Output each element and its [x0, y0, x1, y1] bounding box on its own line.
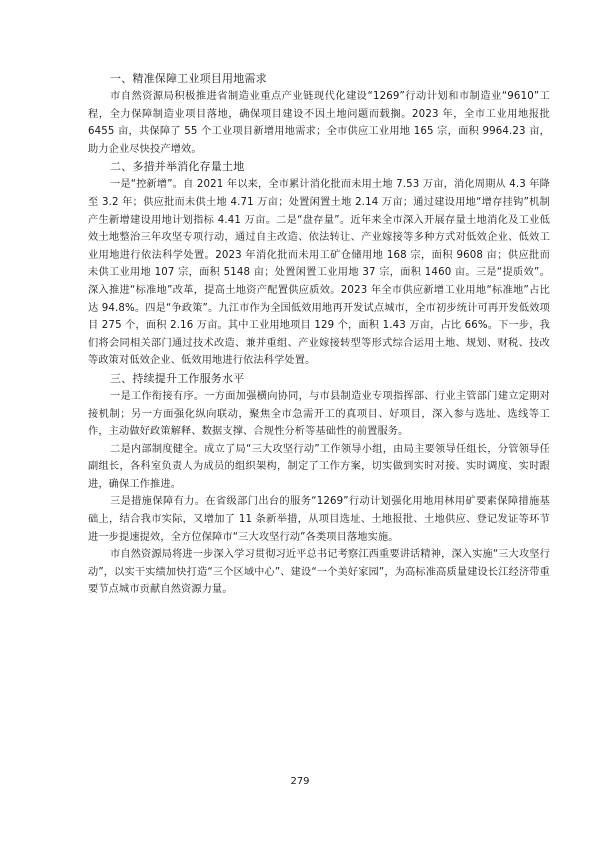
paragraph-2: 一是“控新增”。自 2021 年以来，全市累计消化批而未用土地 7.53 万亩，消化周期从 4.3 年降至 3.2 年；供应批而未供土地 4.71 万亩；处置闲置土地 2.14 万亩；通过建设用地“增存挂钩”机制产生新增建设用地计划指标 4.41 万亩。二是“盘存量”。近年来全市深入开展存量土地消化及工业低效土地整治三年攻坚专项行动，通过自主改造、依法转让、产业嫁接等多种方式对低效企业、低效工业用地进行依法科学处置。2023 年消化批而未用工矿仓储用地 168 宗，面积 9608 亩；供应批而未供工业用地 107 宗，面积 5148 亩；处置闲置工业用地 37 宗，面积 1460 亩。三是“提质效”。深入推进“标准地”改革，提高土地资产配置供应质效。2023 年全市供应新增工业用地“标准地”占比达 94.8%。四是“争政策”。九江市作为全国低效用地再开发试点城市，全市初步统计可再开发低效项目 275 个，面积 2.16 万亩。其中工业用地项目 129 个，面积 1.43 万亩，占比 66%。下一步，我们将会同相关部门通过技术改造、兼并重组、产业嫁接转型等形式综合运用土地、规划、财税、技改等政策对低效企业、低效用地进行依法科学处置。 [88, 179, 550, 367]
paragraph-1: 市自然资源局积极推进省制造业重点产业链现代化建设“1269”行动计划和市制造业“9610”工程，全力保障制造业项目落地，确保项目建设不因土地问题而载搁。2023 年，全市工业用地报批 6455 亩，共保障了 55 个工业项目新增用地需求；全市供应工业用地 165 宗，面积 9964.23 亩，助力企业尽快投产增效。 [88, 91, 550, 155]
paragraph-5: 三是措施保障有力。在省级部门出台的服务“1269”行动计划强化用地用林用矿要素保障措施基础上，结合我市实际，又增加了 11 条新举措，从项目选址、土地报批、土地供应、登记发证等环节进一步提速提效，全方位保障市“三大攻坚行动”各类项目落地实施。 [88, 496, 550, 543]
section-heading-1: 一、精准保障工业项目用地需求 [110, 72, 267, 85]
paragraph-4: 二是内部制度健全。成立了局“三大攻坚行动”工作领导小组，由局主要领导任组长，分管领导任副组长，各科室负责人为成员的组织架构，制定了工作方案，切实做到实时对接、实时调度、实时跟进，确保工作推进。 [88, 443, 550, 490]
paragraph-3: 一是工作衔接有序。一方面加强横向协同，与市县制造业专项指挥部、行业主管部门建立定期对接机制；另一方面强化纵向联动，聚焦全市急需开工的真项目、好项目，深入参与选址、选线等工作，主动做好政策解释、数据支撑、合规性分析等基础性的前置服务。 [88, 390, 550, 438]
paragraph-6: 市自然资源局将进一步深入学习贯彻习近平总书记考察江西重要讲话精神，深入实施“三大攻坚行动”，以实干实绩加快打造“三个区域中心”、建设“一个美好家园”，为高标准高质量建设长江经济带重要节点城市贡献自然资源力量。 [88, 549, 550, 596]
document-body [88, 70, 550, 599]
page-number: 279 [290, 776, 310, 787]
section-heading-2: 二、多措并举消化存量土地 [110, 160, 245, 174]
section-heading-3: 三、持续提升工作服务水平 [110, 371, 245, 385]
